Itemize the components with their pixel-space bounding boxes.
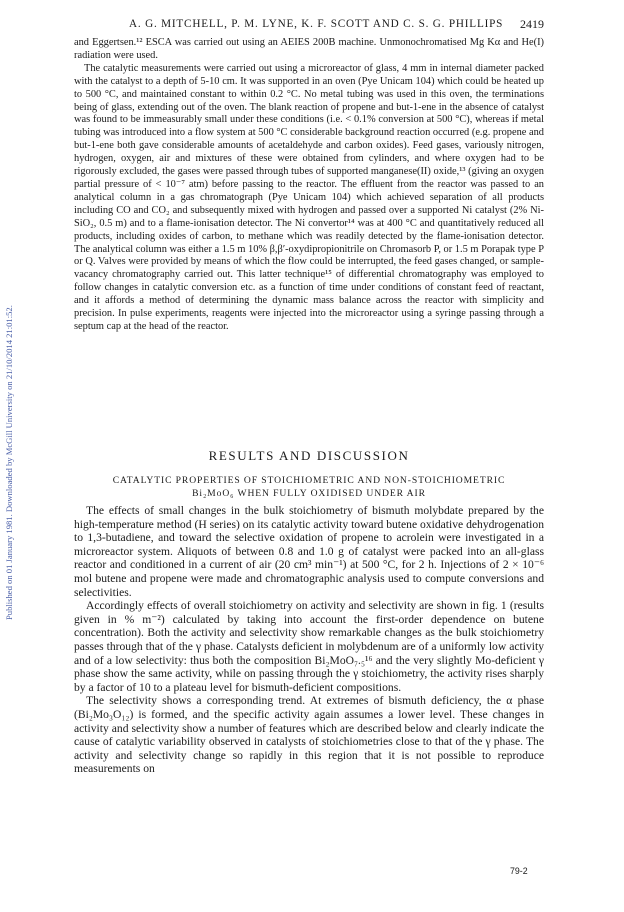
section-heading: RESULTS AND DISCUSSION [208, 448, 410, 463]
header-authors: A. G. MITCHELL, P. M. LYNE, K. F. SCOTT AND C. S. G. PHILLIPS [129, 18, 504, 30]
page-number: 2419 [520, 17, 544, 31]
paragraph: Accordingly effects of overall stoichiometry on activity and selectivity are shown in fig. 1 (results given in % m⁻²) calculated by taking into account the first-order dependence on butene concentration). Both the activity and selectivity show remarkable changes as the bulk stoichiometry passes through that of the γ phase. Catalysts deficient in molybdenum are of a uniformly low activity and of a low selectivity: thus both the composition Bi₂MoO₇.₅¹⁶ and the very slightly Mo-deficient γ phase show the same activity, while on passing through the γ stoichiometry, the activity rises sharply by a factor of 10 to a plateau level for bismuth-deficient compositions. [74, 599, 544, 694]
paragraph: The catalytic measurements were carried out using a microreactor of glass, 4 mm in internal diameter packed with the catalyst to a depth of 5-10 cm. It was supported in an oven (Pye Unicam 104) which could be heated up to 500 °C, and maintained constant to within 0.2 °C. No metal tubing was used in this oven, the terminations being of glass, extending out of the oven. The blank reaction of propene and but-1-ene in the absence of catalyst was found to be immeasurably small under these conditions (i.e. < 0.1% conversion at 500 °C), whereas if metal tubing was introduced into a flow system at 500 °C considerable background reaction occurred (e.g. propene and but-1-ene both gave considerable amounts of acetaldehyde and carbon oxides). Feed gases, variously nitrogen, hydrogen, oxygen, air and mixtures of these were obtained from cylinders, and where oxygen had to be rigorously excluded, the gases were passed through tubes of supported manganese(II) oxide,¹³ (giving an oxygen partial pressure of < 10⁻⁷ atm) before passing to the reactor. The effluent from the reactor was passed to an analytical column in a gas chromatograph (Pye Unicam 104) which achieved separation of all products including CO and CO₂ and subsequently mixed with hydrogen and passed over a supported Ni catalyst (2% Ni-SiO₂, 0.5 m) and to a flame-ionisation detector. The Ni convertor¹⁴ was at 400 °C and quantitatively reduced all products, including oxides of carbon, to methane which was readily detected by the flame-ionisation detector. The analytical column was either a 1.5 m 10% β,β′-oxydipropionitrile on Chromasorb P, or 1.5 m Porapak type P or Q. Valves were provided by means of which the flow could be interrupted, the feed gases changed, or sample-vacancy chromatography carried out. This latter technique¹⁵ of differential chromatography was employed to follow changes in catalytic conversion etc. as a function of time under conditions of constant feed of reactant, and it affords a method of determining the dynamic mass balance across the reactor with simplicity and precision. In pulse experiments, reagents were injected into the microreactor using a syringe passing through a septum cap at the head of the reactor. [74, 62, 544, 332]
running-header [74, 18, 544, 34]
methods-text [74, 37, 544, 334]
download-watermark-text: Published on 01 January 1981. Downloaded by McGill University on 21/10/2014 21:01:52. [4, 305, 14, 620]
results-text [74, 504, 544, 776]
subsection-heading-line: Bi₂MoO₆ WHEN FULLY OXIDISED UNDER AIR [192, 488, 426, 499]
subsection-heading-line: CATALYTIC PROPERTIES OF STOICHIOMETRIC AND NON-STOICHIOMETRIC [112, 475, 506, 486]
paragraph: The selectivity shows a corresponding trend. At extremes of bismuth deficiency, the α phase (Bi₂Mo₃O₁₂) is formed, and the specific activity again assumes a lower level. These changes in activity and selectivity show a number of features which are described below and clearly indicate the cause of catalytic variability observed in catalysts of stoichiometries close to that of the γ phase. The activity and selectivity change so rapidly in this region that it is not possible to reproduce measurements on [74, 694, 544, 776]
subsection-heading [74, 474, 544, 500]
download-watermark [2, 150, 16, 620]
paragraph: The effects of small changes in the bulk stoichiometry of bismuth molybdate prepared by the high-temperature method (H series) on its catalytic activity toward butene oxidative dehydrogenation to 1,3-butadiene, and toward the selective oxidation of propene to acrolein were investigated in a microreactor system. Aliquots of between 0.8 and 1.0 g of catalyst were packed into an all-glass reactor and conditioned in a current of air (20 cm³ min⁻¹) at 500 °C, for 2 h. Injections of 2 × 10⁻⁶ mol butene and propene were made and chromatographic analysis used to compute conversions and selectivities. [74, 504, 544, 599]
paragraph: and Eggertsen.¹² ESCA was carried out using an AEIES 200B machine. Unmonochromatised Mg Kα and He(I) radiation were used. [74, 37, 544, 61]
footer-code: 79-2 [510, 866, 528, 876]
